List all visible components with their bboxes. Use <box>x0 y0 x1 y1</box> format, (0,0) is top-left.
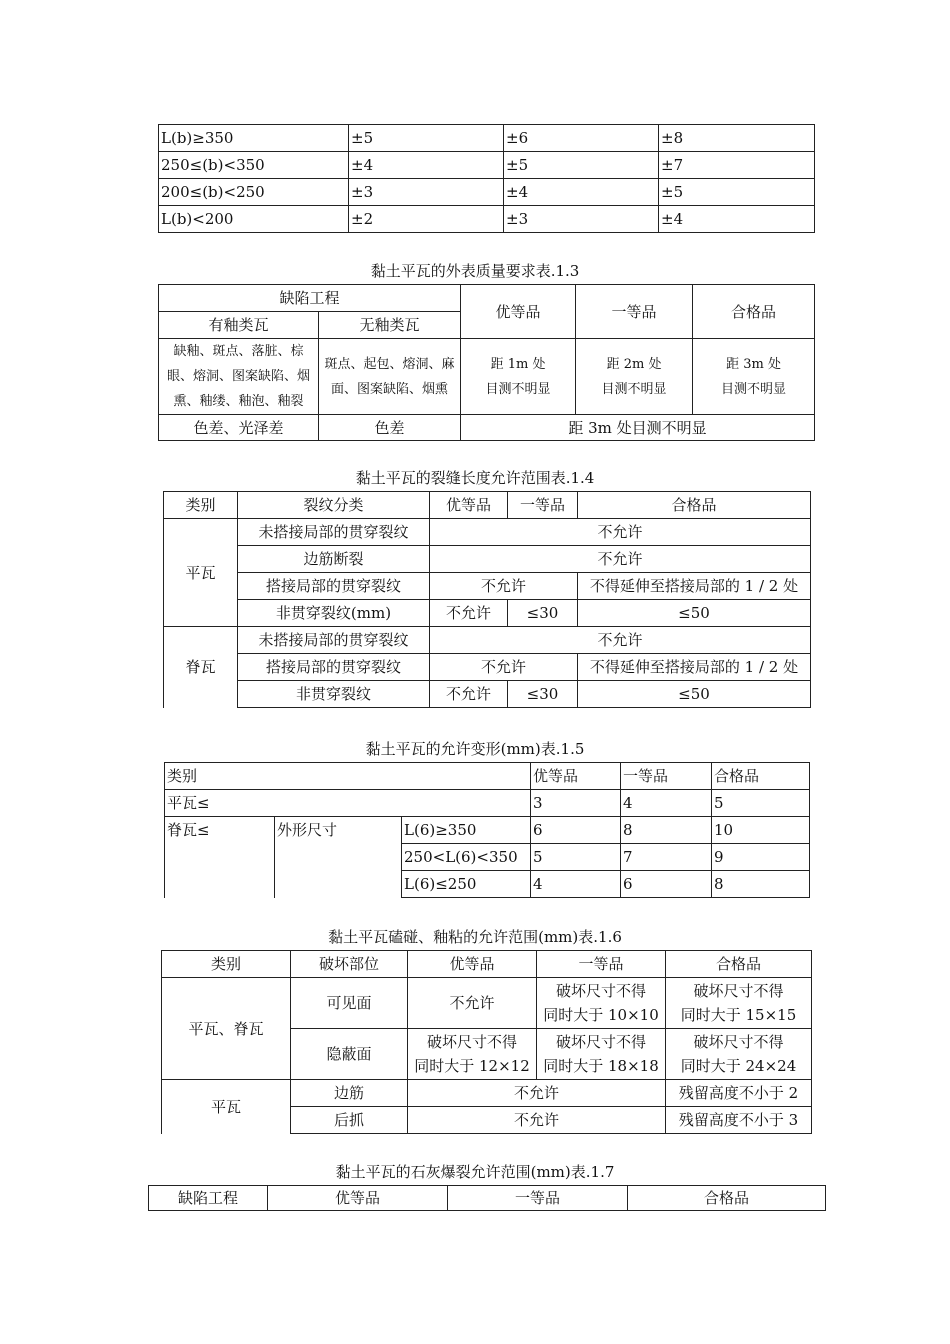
value-cell: ±3 <box>349 179 504 206</box>
limit-cell: ≤50 <box>578 681 811 708</box>
value-cell: 9 <box>712 844 810 871</box>
grade1-line2: 目测不明显 <box>485 381 551 397</box>
shape-size-label: 外形尺寸 <box>275 817 402 898</box>
size-cell: 200≤(b)<250 <box>159 179 349 206</box>
limit-cell: 不允许 <box>430 546 811 573</box>
table-1-4-caption: 黏土平瓦的裂缝长度允许范围表.1.4 <box>355 469 595 487</box>
value-cell: 7 <box>621 844 712 871</box>
table-1-7-caption: 黏土平瓦的石灰爆裂允许范围(mm)表.1.7 <box>335 1163 615 1181</box>
category-header: 类别 <box>165 763 531 790</box>
table-row <box>164 681 811 708</box>
grade1-header: 优等品 <box>461 285 576 339</box>
value-cell: ±4 <box>504 179 659 206</box>
value-cell: ±4 <box>349 152 504 179</box>
table-1-4 <box>163 491 811 708</box>
crack-type: 非贯穿裂纹 <box>238 681 430 708</box>
glazed-defects: 缺釉、斑点、落脏、棕眼、熔洞、图案缺陷、烟熏、釉缕、釉泡、釉裂 <box>159 339 319 415</box>
glazed-header: 有釉类瓦 <box>159 312 319 339</box>
table-row <box>159 125 815 152</box>
grade3-header: 合格品 <box>712 763 810 790</box>
table-row <box>159 415 815 441</box>
crack-type: 搭接局部的贯穿裂纹 <box>238 654 430 681</box>
table-row <box>162 1080 812 1107</box>
grade3-cell <box>693 339 815 415</box>
grade1-header: 优等品 <box>268 1186 448 1211</box>
limit-cell <box>666 1029 812 1080</box>
limit-cell: 残留高度不小于 2 <box>666 1080 812 1107</box>
table-row <box>164 627 811 654</box>
value-cell: ±3 <box>504 206 659 233</box>
size-cell: 250≤(b)<350 <box>159 152 349 179</box>
value-cell: ±4 <box>659 206 815 233</box>
ridge-tile-category: 脊瓦≤ <box>165 817 275 898</box>
limit-cell: ≤30 <box>508 600 578 627</box>
grade1-line1: 距 1m 处 <box>490 356 546 372</box>
limit-line2: 同时大于 12×12 <box>414 1057 530 1075</box>
limit-cell <box>666 978 812 1029</box>
value-cell: 5 <box>531 844 621 871</box>
value-cell: 5 <box>712 790 810 817</box>
table-row <box>159 339 815 415</box>
grade1-cell <box>461 339 576 415</box>
table-1-6 <box>161 950 812 1134</box>
table-row <box>159 206 815 233</box>
table-row <box>164 600 811 627</box>
grade2-header: 一等品 <box>537 951 666 978</box>
value-cell: ±6 <box>504 125 659 152</box>
limit-cell: 不得延伸至搭接局部的 1 / 2 处 <box>578 573 811 600</box>
damage-part: 后抓 <box>291 1107 408 1134</box>
size-cell: L(6)≥350 <box>402 817 531 844</box>
flat-category: 平瓦 <box>162 1080 291 1134</box>
defect-header: 缺陷工程 <box>149 1186 268 1211</box>
unglazed-header: 无釉类瓦 <box>319 312 461 339</box>
grade3-header: 合格品 <box>578 492 811 519</box>
limit-cell: ≤30 <box>508 681 578 708</box>
value-cell: 8 <box>621 817 712 844</box>
limit-cell: 残留高度不小于 3 <box>666 1107 812 1134</box>
limit-line1: 破坏尺寸不得 <box>555 982 646 1000</box>
size-cell: L(b)≥350 <box>159 125 349 152</box>
limit-cell: 不得延伸至搭接局部的 1 / 2 处 <box>578 654 811 681</box>
grade2-header: 一等品 <box>448 1186 628 1211</box>
grade3-line1: 距 3m 处 <box>726 356 781 372</box>
value-cell: ±5 <box>504 152 659 179</box>
table-row <box>165 817 810 844</box>
limit-cell: 不允许 <box>430 519 811 546</box>
value-cell: 10 <box>712 817 810 844</box>
value-cell: 6 <box>621 871 712 898</box>
grade1-header: 优等品 <box>430 492 508 519</box>
table-row <box>159 152 815 179</box>
limit-line2: 同时大于 10×10 <box>543 1006 659 1024</box>
limit-cell <box>408 1029 537 1080</box>
table-row <box>159 179 815 206</box>
table-1-5-caption: 黏土平瓦的允许变形(mm)表.1.5 <box>365 740 585 758</box>
damage-part: 边筋 <box>291 1080 408 1107</box>
limit-cell: 不允许 <box>430 654 578 681</box>
damage-part: 可见面 <box>291 978 408 1029</box>
flat-tile-category: 平瓦 <box>164 519 238 627</box>
limit-cell <box>537 978 666 1029</box>
table-row <box>164 654 811 681</box>
limit-cell: 不允许 <box>408 1080 666 1107</box>
flat-tile-category: 平瓦≤ <box>165 790 531 817</box>
crack-type: 边筋断裂 <box>238 546 430 573</box>
table-row <box>164 546 811 573</box>
grade1-header: 优等品 <box>531 763 621 790</box>
limit-cell <box>537 1029 666 1080</box>
table-1-5 <box>164 762 810 898</box>
flat-ridge-category: 平瓦、脊瓦 <box>162 978 291 1080</box>
table-row <box>164 519 811 546</box>
grade3-header: 合格品 <box>666 951 812 978</box>
table-1-3-caption: 黏土平瓦的外表质量要求表.1.3 <box>370 262 580 280</box>
grade2-header: 一等品 <box>576 285 693 339</box>
category-header: 类别 <box>162 951 291 978</box>
table-1-7 <box>148 1185 826 1211</box>
limit-line2: 同时大于 18×18 <box>543 1057 659 1075</box>
crack-type: 非贯穿裂纹(mm) <box>238 600 430 627</box>
unglazed-defects: 斑点、起包、熔洞、麻面、图案缺陷、烟熏 <box>319 339 461 415</box>
limit-cell: 不允许 <box>408 1107 666 1134</box>
limit-cell: 不允许 <box>430 573 578 600</box>
grade2-header: 一等品 <box>621 763 712 790</box>
limit-cell: 不允许 <box>430 681 508 708</box>
crack-type-header: 裂纹分类 <box>238 492 430 519</box>
color-glazed: 色差、光泽差 <box>159 415 319 441</box>
limit-line1: 破坏尺寸不得 <box>426 1033 517 1051</box>
value-cell: ±5 <box>349 125 504 152</box>
limit-line2: 同时大于 24×24 <box>680 1057 797 1075</box>
crack-type: 未搭接局部的贯穿裂纹 <box>238 519 430 546</box>
value-cell: 4 <box>621 790 712 817</box>
value-cell: 4 <box>531 871 621 898</box>
grade2-cell <box>576 339 693 415</box>
size-cell: L(6)≤250 <box>402 871 531 898</box>
grade3-header: 合格品 <box>693 285 815 339</box>
grade3-header: 合格品 <box>628 1186 826 1211</box>
value-cell: ±8 <box>659 125 815 152</box>
grade1-header: 优等品 <box>408 951 537 978</box>
crack-type: 搭接局部的贯穿裂纹 <box>238 573 430 600</box>
grade3-line2: 目测不明显 <box>721 381 787 397</box>
limit-cell: ≤50 <box>578 600 811 627</box>
limit-line1: 破坏尺寸不得 <box>555 1033 646 1051</box>
value-cell: ±5 <box>659 179 815 206</box>
value-cell: 8 <box>712 871 810 898</box>
category-header: 类别 <box>164 492 238 519</box>
table-row <box>164 573 811 600</box>
table-1-6-caption: 黏土平瓦磕碰、釉粘的允许范围(mm)表.1.6 <box>328 928 622 946</box>
value-cell: 6 <box>531 817 621 844</box>
value-cell: 3 <box>531 790 621 817</box>
grade2-line1: 距 2m 处 <box>606 356 662 372</box>
damage-part-header: 破坏部位 <box>291 951 408 978</box>
color-unglazed: 色差 <box>319 415 461 441</box>
grade2-header: 一等品 <box>508 492 578 519</box>
size-cell: L(b)<200 <box>159 206 349 233</box>
table-1-2 <box>158 124 815 233</box>
value-cell: ±2 <box>349 206 504 233</box>
size-cell: 250<L(6)<350 <box>402 844 531 871</box>
table-row <box>165 790 810 817</box>
value-cell: ±7 <box>659 152 815 179</box>
table-row <box>162 978 812 1029</box>
limit-line1: 破坏尺寸不得 <box>693 1033 784 1051</box>
limit-cell: 不允许 <box>408 978 537 1029</box>
ridge-tile-category: 脊瓦 <box>164 627 238 708</box>
defect-header: 缺陷工程 <box>159 285 461 312</box>
grade2-line2: 目测不明显 <box>601 381 667 397</box>
color-all-grades: 距 3m 处目测不明显 <box>461 415 815 441</box>
crack-type: 未搭接局部的贯穿裂纹 <box>238 627 430 654</box>
limit-line1: 破坏尺寸不得 <box>693 982 784 1000</box>
table-1-3 <box>158 284 815 441</box>
limit-cell: 不允许 <box>430 627 811 654</box>
limit-cell: 不允许 <box>430 600 508 627</box>
limit-line2: 同时大于 15×15 <box>680 1006 797 1024</box>
damage-part: 隐蔽面 <box>291 1029 408 1080</box>
